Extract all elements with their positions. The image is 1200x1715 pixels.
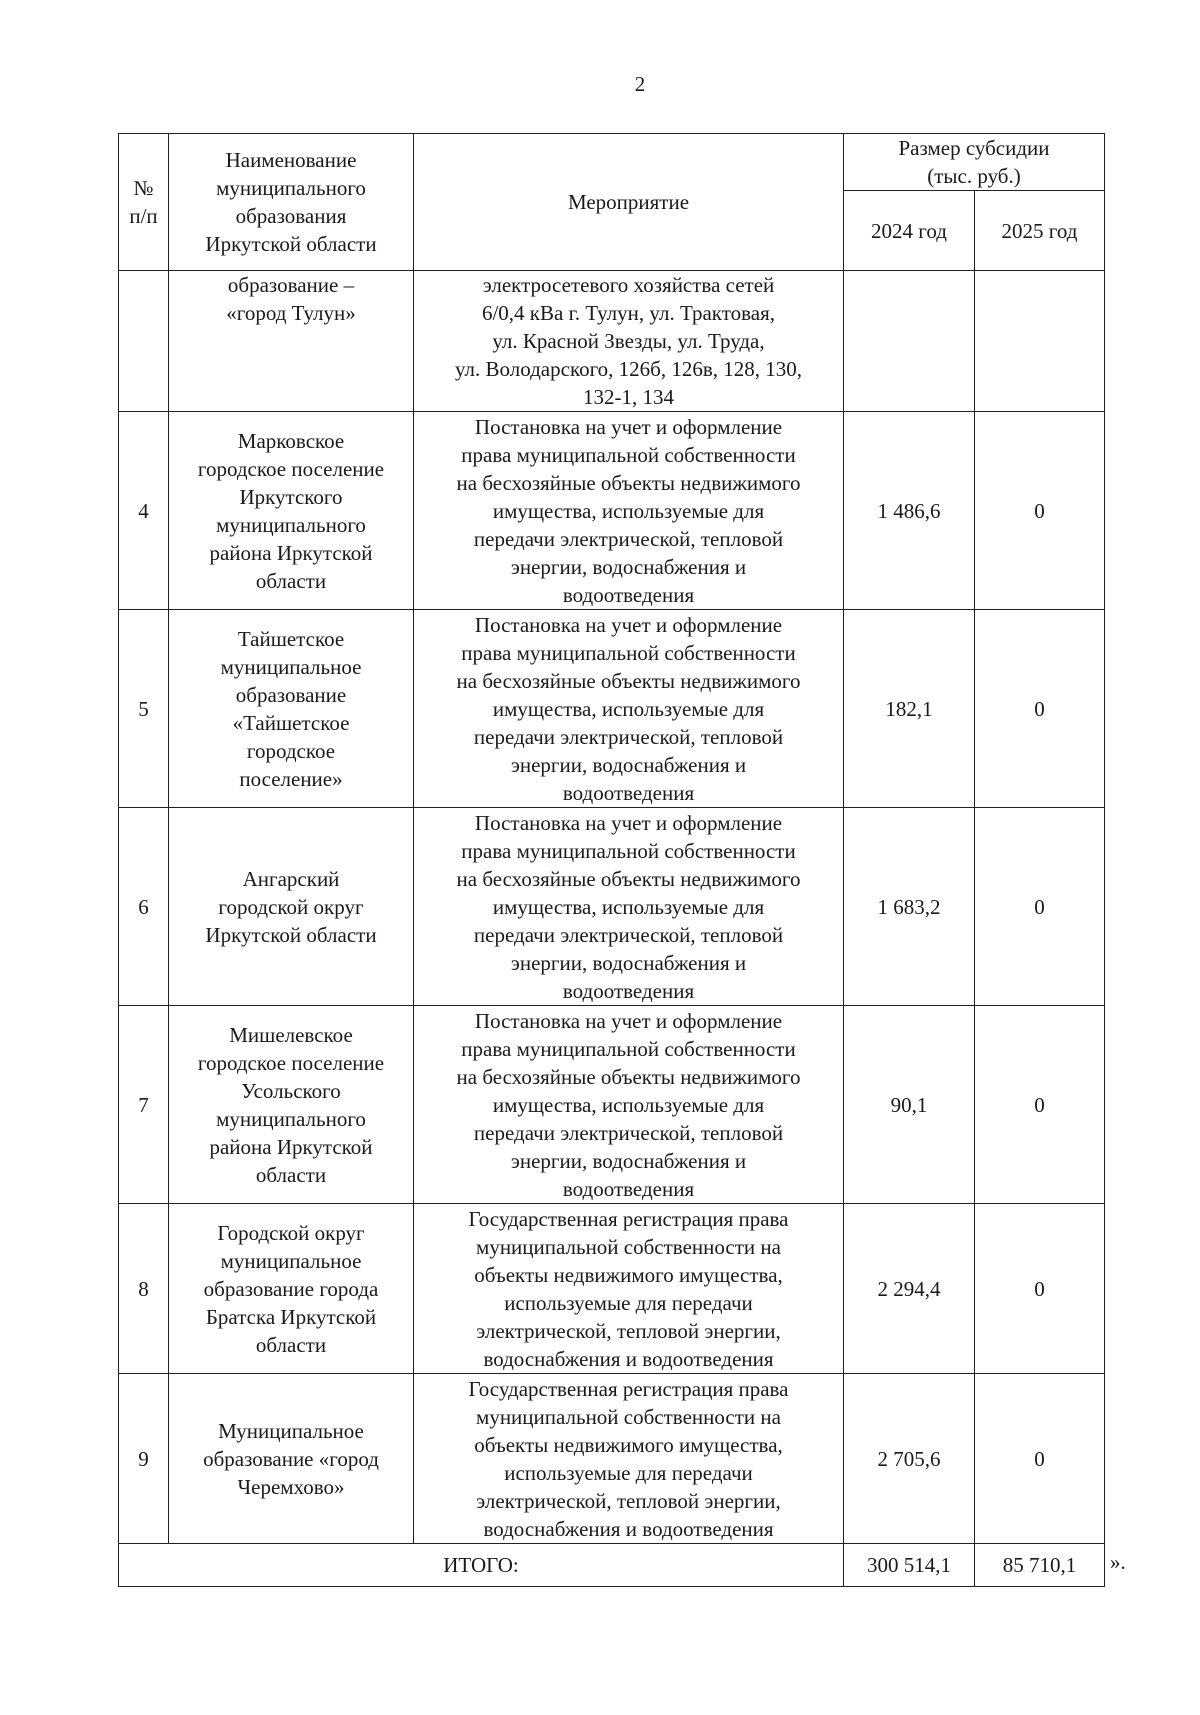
- header-year-2025: 2025 год: [975, 191, 1105, 271]
- row-municipality: Марковское городское поселение Иркутского муниципального района Иркутской области: [169, 412, 414, 610]
- row-event: Постановка на учет и оформление права муниципальной собственности на бесхозяйные объекты недвижимого имущества, используемые для передачи электрической, тепловой энергии, водоснабжения и водоотведения: [414, 610, 844, 808]
- table-row: [119, 1204, 1105, 1374]
- table-row: [119, 808, 1105, 1006]
- total-2025: 85 710,1: [975, 1544, 1105, 1587]
- row-2024: 2 705,6: [844, 1374, 975, 1544]
- row-num: 7: [119, 1006, 169, 1204]
- header-municipality: Наименование муниципального образования Иркутской области: [169, 134, 414, 271]
- row-municipality: Городской округ муниципальное образование города Братска Иркутской области: [169, 1204, 414, 1374]
- row-num: 6: [119, 808, 169, 1006]
- table-row: [119, 1374, 1105, 1544]
- row-event: Государственная регистрация права муниципальной собственности на объекты недвижимого имущества, используемые для передачи электрической, тепловой энергии, водоснабжения и водоотведения: [414, 1204, 844, 1374]
- table-row: [119, 1006, 1105, 1204]
- row-num: [119, 271, 169, 412]
- row-2024: 182,1: [844, 610, 975, 808]
- header-num: № п/п: [119, 134, 169, 271]
- row-2024: [844, 271, 975, 412]
- row-num: 9: [119, 1374, 169, 1544]
- row-2025: [975, 271, 1105, 412]
- closing-quote-mark: ».: [1110, 1550, 1126, 1574]
- row-event: Постановка на учет и оформление права муниципальной собственности на бесхозяйные объекты недвижимого имущества, используемые для передачи электрической, тепловой энергии, водоснабжения и водоотведения: [414, 808, 844, 1006]
- header-year-2024: 2024 год: [844, 191, 975, 271]
- row-2025: 0: [975, 1374, 1105, 1544]
- row-2025: 0: [975, 808, 1105, 1006]
- table-row: [119, 271, 1105, 412]
- row-2025: 0: [975, 610, 1105, 808]
- row-2025: 0: [975, 412, 1105, 610]
- row-2024: 2 294,4: [844, 1204, 975, 1374]
- row-2024: 90,1: [844, 1006, 975, 1204]
- subsidy-table: [118, 133, 1105, 1587]
- total-row: [119, 1544, 1105, 1587]
- row-2024: 1 683,2: [844, 808, 975, 1006]
- row-2025: 0: [975, 1006, 1105, 1204]
- row-event: Постановка на учет и оформление права муниципальной собственности на бесхозяйные объекты недвижимого имущества, используемые для передачи электрической, тепловой энергии, водоснабжения и водоотведения: [414, 412, 844, 610]
- row-event: электросетевого хозяйства сетей 6/0,4 кВа г. Тулун, ул. Трактовая, ул. Красной Звезды, ул. Труда, ул. Володарского, 126б, 126в, 128, 130, 132-1, 134: [414, 271, 844, 412]
- header-subsidy: Размер субсидии (тыс. руб.): [844, 134, 1105, 191]
- table-row: [119, 412, 1105, 610]
- row-2025: 0: [975, 1204, 1105, 1374]
- row-num: 4: [119, 412, 169, 610]
- row-municipality: Муниципальное образование «город Черемхово»: [169, 1374, 414, 1544]
- row-2024: 1 486,6: [844, 412, 975, 610]
- table-header-row: [119, 134, 1105, 191]
- row-num: 8: [119, 1204, 169, 1374]
- header-event: Мероприятие: [414, 134, 844, 271]
- total-2024: 300 514,1: [844, 1544, 975, 1587]
- row-num: 5: [119, 610, 169, 808]
- page-number: 2: [634, 72, 646, 96]
- row-municipality: образование – «город Тулун»: [169, 271, 414, 412]
- table-row: [119, 610, 1105, 808]
- total-label: ИТОГО:: [119, 1544, 844, 1587]
- row-event: Постановка на учет и оформление права муниципальной собственности на бесхозяйные объекты недвижимого имущества, используемые для передачи электрической, тепловой энергии, водоснабжения и водоотведения: [414, 1006, 844, 1204]
- row-municipality: Ангарский городской округ Иркутской области: [169, 808, 414, 1006]
- row-municipality: Тайшетское муниципальное образование «Тайшетское городское поселение»: [169, 610, 414, 808]
- row-municipality: Мишелевское городское поселение Усольского муниципального района Иркутской области: [169, 1006, 414, 1204]
- row-event: Государственная регистрация права муниципальной собственности на объекты недвижимого имущества, используемые для передачи электрической, тепловой энергии, водоснабжения и водоотведения: [414, 1374, 844, 1544]
